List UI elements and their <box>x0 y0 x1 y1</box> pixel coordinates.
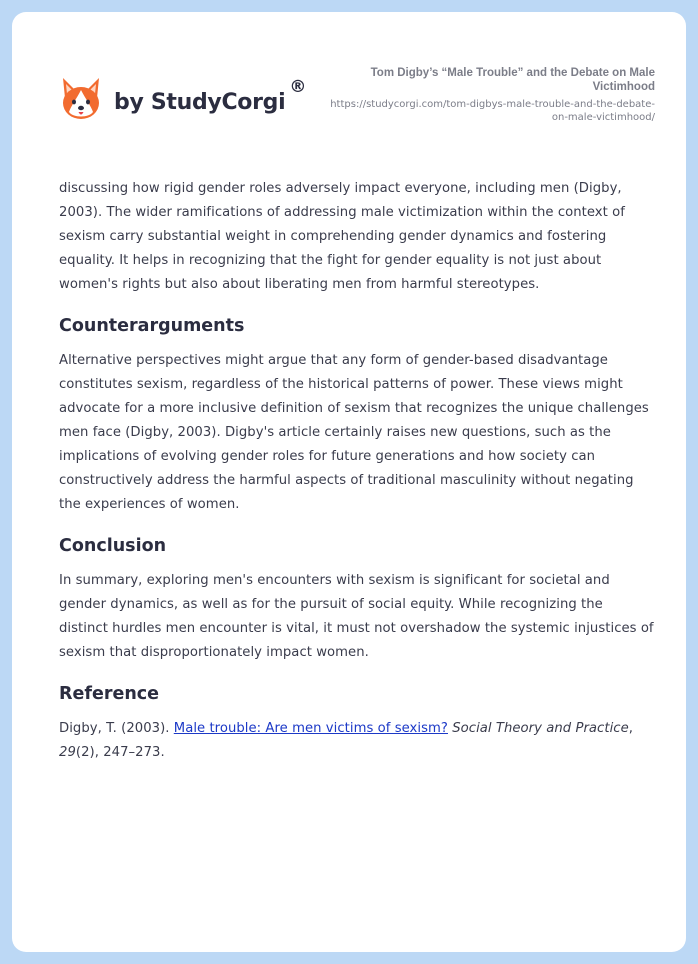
counterarguments-paragraph: Alternative perspectives might argue that any form of gender-based disadvantage constitutes sexism, regardless of the historical patterns of power. These views might advocate for a more inclusive definition of sexism that recognizes the unique challenges men face (Digby, 2003). Digby's article certainly raises new questions, such as the implications of evolving gender roles for future generations and how society can constructively address the harmful aspects of traditional masculinity without negating the experiences of women. <box>59 353 649 512</box>
reference-volume: 29 <box>59 745 76 760</box>
conclusion-paragraph: In summary, exploring men's encounters with sexism is significant for societal and gender dynamics, as well as for the pursuit of social equity. While recognizing the distinct hurdles men encounter is vital, it must not overshadow the systemic injustices of sexism that disproportionately impact women. <box>59 573 654 660</box>
brand-name: by StudyCorgi <box>114 89 286 115</box>
corgi-icon <box>60 76 102 122</box>
brand-logo[interactable] <box>60 76 306 122</box>
document-header-info <box>325 66 655 124</box>
reference-title-link[interactable]: Male trouble: Are men victims of sexism? <box>173 721 448 736</box>
section-heading-reference: Reference <box>59 684 160 704</box>
reference-author-year: Digby, T. (2003). <box>59 721 174 736</box>
document-title: Tom Digby’s “Male Trouble” and the Debate on Male Victimhood <box>370 67 655 93</box>
reference-entry <box>59 717 655 765</box>
section-heading-counterarguments: Counterarguments <box>59 316 245 336</box>
document-body <box>59 177 655 765</box>
document-url[interactable]: https://studycorgi.com/tom-digbys-male-trouble-and-the-debate-on-male-victimhood/ <box>330 99 655 123</box>
registered-mark: ® <box>289 77 307 97</box>
reference-separator: , <box>628 721 633 736</box>
section-heading-conclusion: Conclusion <box>59 536 167 556</box>
document-page <box>12 12 686 952</box>
intro-paragraph: discussing how rigid gender roles adversely impact everyone, including men (Digby, 2003). The wider ramifications of addressing male victimization within the context of sexism carry substantial weight in comprehending gender dynamics and fostering equality. It helps in recognizing that the fight for gender equality is not just about women's rights but also about liberating men from harmful stereotypes. <box>59 181 625 292</box>
reference-journal: Social Theory and Practice <box>452 721 629 736</box>
reference-issue-pages: (2), 247–273. <box>75 745 165 760</box>
